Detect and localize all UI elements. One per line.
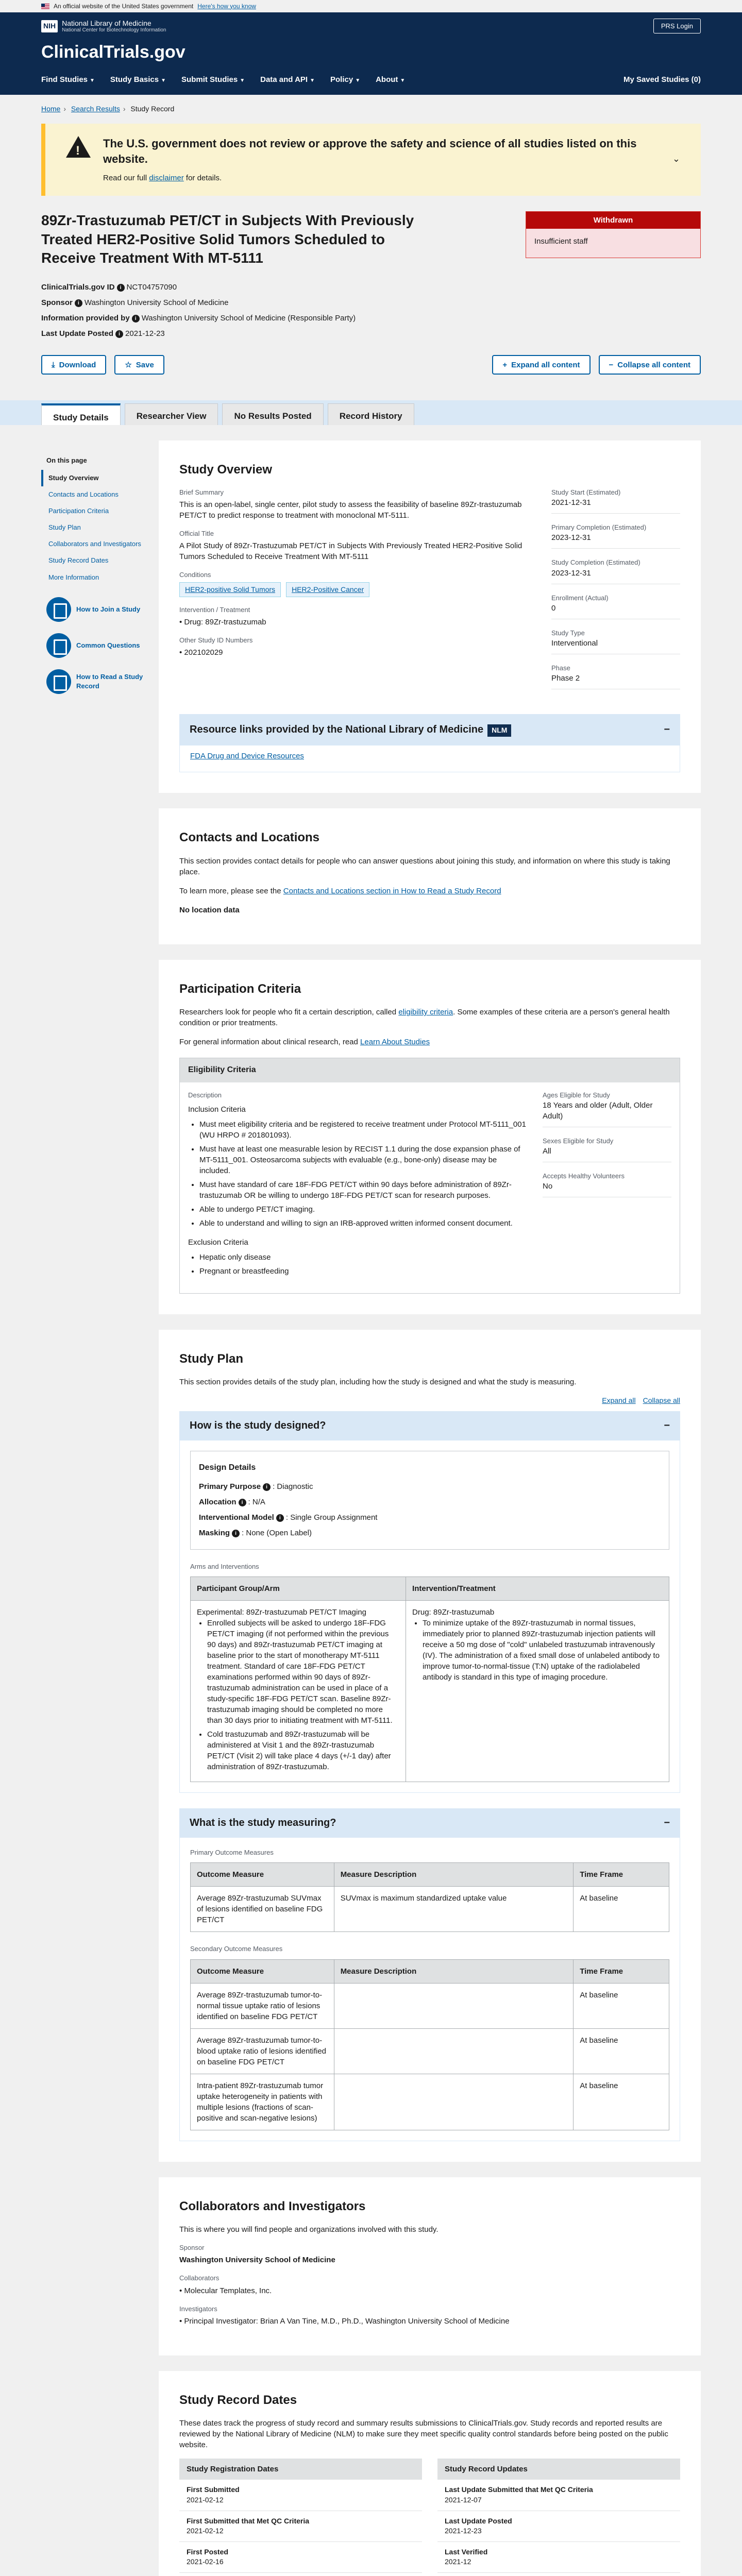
inclusion-list	[199, 1119, 527, 1229]
study-id: NCT04757090	[126, 283, 177, 292]
resource-links-header[interactable]: Resource links provided by the National Library of Medicine NLM −	[179, 714, 680, 745]
nih-logo: NIH	[41, 20, 58, 32]
collaborators-section	[159, 2177, 701, 2355]
minus-icon: −	[664, 1420, 670, 1432]
record-dates-section	[159, 2371, 701, 2576]
intervention-label: Intervention / Treatment	[179, 606, 250, 614]
saved-studies-link[interactable]: My Saved Studies (0)	[623, 75, 701, 84]
table-header: Time Frame	[574, 1863, 669, 1887]
nav-data-api[interactable]: Data and API ▼	[260, 75, 315, 84]
list-item: • Must meet eligibility criteria and be registered to receive treatment under Protocol MT-5111_001 (WU HRPO # 201801093).	[199, 1119, 527, 1141]
tabs-bar	[0, 400, 742, 425]
criteria-intro: Researchers look for people who fit a certain description, called eligibility criteria. Some examples of these criteria are a person's general health condition or prior treatments.	[179, 1008, 670, 1028]
list-item: • Able to understand and willing to sign an IRB-approved written informed consent document.	[199, 1218, 527, 1229]
collab-sponsor-label: Sponsor	[179, 2244, 205, 2252]
primary-completion-value: 2023-12-31	[551, 532, 680, 549]
nav-study-basics[interactable]: Study Basics ▼	[110, 75, 166, 84]
study-type-value: Interventional	[551, 638, 680, 654]
table-header: Participant Group/Arm	[191, 1577, 406, 1601]
table-row	[191, 1601, 669, 1782]
site-header	[0, 12, 742, 95]
criteria-general: For general information about clinical research, read Learn About Studies	[179, 1038, 430, 1047]
nlm-badge: NLM	[487, 724, 511, 737]
conditions-label: Conditions	[179, 571, 211, 579]
list-item: • To minimize uptake of the 89Zr-trastuzumab in normal tissues, immediately prior to planned 89Zr-trastuzumab injection patients will receive a 50 mg dose of "cold" unlabeled trastuzumab intravenously (IV). The administration of a fixed small dose of unlabeled antibody to improve tumor-to-normal-tissue (T:N) uptake of the radiolabeled antibody is standard in this type of imaging procedure.	[423, 1618, 663, 1683]
bookmark-icon: ☆	[125, 361, 132, 370]
secondary-outcome-label: Secondary Outcome Measures	[190, 1945, 283, 1953]
arms-table	[190, 1577, 669, 1782]
prs-login-button[interactable]: PRS Login	[653, 19, 701, 33]
phase-value: Phase 2	[551, 673, 680, 689]
chevron-down-icon: ▼	[161, 78, 166, 83]
help-join-study[interactable]: How to Join a Study	[46, 597, 143, 622]
save-button[interactable]: ☆ Save	[114, 355, 164, 375]
design-row: Interventional Model i : Single Group Assignment	[199, 1513, 378, 1522]
eligibility-box	[179, 1058, 680, 1294]
gov-banner-link[interactable]: Here's how you know	[197, 2, 256, 10]
section-title: Contacts and Locations	[179, 831, 320, 845]
expand-all-link[interactable]: Expand all	[602, 1396, 636, 1405]
withdrawn-reason: Insufficient staff	[526, 229, 700, 258]
info-icon[interactable]: i	[115, 330, 123, 338]
section-title: Study Overview	[179, 463, 273, 477]
minus-icon: −	[664, 1817, 670, 1829]
warning-icon	[66, 136, 91, 159]
eligibility-link[interactable]: eligibility criteria	[398, 1008, 453, 1017]
info-icon: i	[263, 1483, 271, 1491]
other-ids-label: Other Study ID Numbers	[179, 636, 253, 645]
investigators-value: • Principal Investigator: Brian A Van Tine, M.D., Ph.D., Washington University School of Medicine	[179, 2316, 510, 2326]
design-row: Primary Purpose i : Diagnostic	[199, 1482, 313, 1492]
arm-title: Experimental: 89Zr-trastuzumab PET/CT Imaging	[197, 1608, 367, 1617]
study-title: 89Zr-Trastuzumab PET/CT in Subjects With Previously Treated HER2-Positive Solid Tumors Scheduled to Receive Treatment With MT-5111	[41, 212, 414, 266]
contacts-learn-link[interactable]: Contacts and Locations section in How to Read a Study Record	[283, 886, 501, 895]
contacts-learn-more: To learn more, please see the Contacts and Locations section in How to Read a Study Record	[179, 886, 501, 895]
minus-icon: −	[609, 360, 614, 369]
exclusion-label: Exclusion Criteria	[188, 1238, 248, 1247]
disclaimer-text: Read our full disclaimer for details.	[103, 174, 222, 183]
list-item: • Must have at least one measurable lesion by RECIST 1.1 during the dose expansion phase of MT-5111_001. Osteosarcoma subjects with evaluable (e.g., bone-only) disease may be included.	[199, 1144, 527, 1176]
primary-outcome-label: Primary Outcome Measures	[190, 1849, 274, 1857]
info-provided-value: Washington University School of Medicine (Responsible Party)	[141, 314, 356, 323]
list-item: • Enrolled subjects will be asked to undergo 18F-FDG PET/CT imaging (if not performed within the previous 90 days) and 89Zr-trastuzumab PET/CT imaging at baseline prior to the start of monotherapy MT-5111 treatment. Standard of care 18F-FDG PET/CT examinations performed within 90 days of 89Zr-trastuzumab administration can be used in place of a study-specific 18F-FDG PET/CT scan. Baseline 89Zr-trastuzumab imaging should be completed no more than 30 days prior to initiating treatment with MT-5111.	[207, 1618, 399, 1726]
chevron-down-icon[interactable]: ⌄	[672, 153, 680, 164]
study-overview-section	[159, 440, 701, 793]
sponsor-value: Washington University School of Medicine	[84, 298, 229, 308]
design-row: Allocation i : N/A	[199, 1498, 265, 1507]
resource-links-accordion	[179, 714, 680, 772]
collaborators-label: Collaborators	[179, 2274, 220, 2282]
condition-chip[interactable]: HER2-positive Solid Tumors	[179, 582, 281, 598]
tab-study-details[interactable]: Study Details	[41, 403, 121, 425]
us-flag-icon	[41, 4, 49, 9]
status-badge	[526, 211, 701, 258]
list-item: • Must have standard of care 18F-FDG PET/CT within 90 days before administration of 89Zr-trastuzumab OR be willing to undergo 18F-FDG PET/CT scan for research purposes.	[199, 1179, 527, 1201]
disclaimer-link[interactable]: disclaimer	[149, 174, 184, 183]
contacts-intro: This section provides contact details for people who can answer questions about joining this study, and information on where this study is taking place.	[179, 856, 670, 876]
measure-header[interactable]: What is the study measuring? −	[179, 1808, 680, 1837]
chevron-down-icon: ▼	[400, 78, 406, 83]
gov-banner	[0, 0, 742, 12]
table-row: Intra-patient 89Zr-trastuzumab tumor uptake heterogeneity in patients with multiple lesions (fractions of scan-positive and scan-negative lesions) At baseline	[191, 2074, 669, 2130]
registration-dates: Study Registration Dates First Submitted 2021-02-12 First Submitted that Met QC Criteria 2021-02-12 First Posted 2021-02-16	[179, 2459, 422, 2573]
table-row: Average 89Zr-trastuzumab SUVmax of lesions identified on baseline FDG PET/CT SUVmax is maximum standardized uptake value At baseline	[191, 1887, 669, 1932]
plus-icon: +	[502, 360, 508, 369]
breadcrumb-home[interactable]: Home	[41, 105, 61, 113]
info-icon: i	[239, 1499, 246, 1506]
collab-sponsor: Washington University School of Medicine	[179, 2256, 335, 2265]
chevron-down-icon: ▼	[90, 78, 95, 83]
phase-label: Phase	[551, 664, 570, 672]
main-content	[159, 440, 701, 2576]
ages-label: Ages Eligible for Study	[543, 1091, 610, 1099]
design-accordion	[179, 1411, 680, 1793]
fda-resources-link[interactable]: FDA Drug and Device Resources	[190, 752, 304, 761]
brief-summary: This is an open-label, single center, pilot study to assess the feasibility of baseline 89Zr-trastuzumab PET/CT to predict response to treatment with monoclonal MT-5111.	[179, 500, 522, 520]
study-start-value: 2021-12-31	[551, 497, 680, 514]
study-id-label: ClinicalTrials.gov ID	[41, 283, 115, 292]
no-location-text: No location data	[179, 905, 240, 914]
plan-intro: This section provides details of the study plan, including how the study is designed and what the study is measuring.	[179, 1378, 577, 1387]
site-title[interactable]: ClinicalTrials.gov	[41, 42, 185, 62]
book-icon	[46, 669, 71, 694]
study-completion-value: 2023-12-31	[551, 568, 680, 584]
study-meta	[41, 280, 701, 342]
info-icon: i	[232, 1530, 240, 1537]
sidebar-item-overview[interactable]: Study Overview	[41, 470, 148, 486]
nlm-name: National Library of Medicine	[62, 19, 151, 27]
withdrawn-title: Withdrawn	[526, 212, 700, 229]
brief-summary-label: Brief Summary	[179, 488, 224, 496]
info-icon[interactable]: i	[75, 299, 82, 307]
sidebar-item-collaborators[interactable]: Collaborators and Investigators	[48, 540, 141, 548]
section-title: Study Record Dates	[179, 2393, 297, 2407]
inclusion-label: Inclusion Criteria	[188, 1105, 246, 1114]
expand-all-button[interactable]: + Expand all content	[492, 355, 590, 375]
nav-about[interactable]: About ▼	[376, 75, 406, 84]
sponsor-label: Sponsor	[41, 298, 73, 308]
table-header: Outcome Measure	[191, 1863, 334, 1887]
registration-dates-title: Study Registration Dates	[179, 2459, 422, 2480]
investigators-label: Investigators	[179, 2304, 217, 2313]
healthy-volunteers-value: No	[543, 1181, 671, 1197]
nlm-logo[interactable]	[41, 20, 166, 33]
list-item: • Pregnant or breastfeeding	[199, 1266, 527, 1277]
collapse-all-link[interactable]: Collapse all	[643, 1396, 680, 1405]
chevron-down-icon: ▼	[240, 78, 245, 83]
download-icon: ⤓	[52, 360, 55, 369]
design-details	[190, 1451, 669, 1550]
nlm-subtitle: National Center for Biotechnology Information	[62, 27, 166, 33]
chevron-down-icon: ▼	[355, 78, 361, 83]
main-nav	[41, 74, 405, 85]
criteria-section	[159, 960, 701, 1314]
sidebar-item-criteria[interactable]: Participation Criteria	[48, 506, 109, 515]
study-plan-section	[159, 1330, 701, 2162]
learn-about-studies-link[interactable]: Learn About Studies	[360, 1038, 430, 1047]
study-start-label: Study Start (Estimated)	[551, 488, 621, 496]
collab-intro: This is where you will find people and organizations involved with this study.	[179, 2225, 439, 2234]
tab-record-history[interactable]: Record History	[328, 403, 414, 425]
info-icon[interactable]: i	[132, 315, 140, 323]
last-update-label: Last Update Posted	[41, 329, 114, 338]
sidebar-item-dates[interactable]: Study Record Dates	[48, 556, 109, 565]
table-header: Measure Description	[334, 1863, 574, 1887]
side-nav-heading: On this page	[46, 456, 87, 465]
intervention-title: Drug: 89Zr-trastuzumab	[412, 1608, 495, 1617]
breadcrumb-current: Study Record	[130, 105, 175, 113]
tab-researcher-view[interactable]: Researcher View	[125, 403, 218, 425]
sexes-value: All	[543, 1146, 671, 1162]
eligibility-title: Eligibility Criteria	[180, 1058, 680, 1082]
dates-intro: These dates track the progress of study record and summary results submissions to ClinicalTrials.gov. Study records and reported results are reviewed by the National Library of Medicine (NLM) to make sure they meet specific quality control standards before being posted on the public website.	[179, 2419, 668, 2450]
list-item: • Cold trastuzumab and 89Zr-trastuzumab will be administered at Visit 1 and the 89Zr-trastuzumab PET/CT (Visit 2) will take place 4 days (+/-1 day) after administration of 89Zr-trastuzumab.	[207, 1729, 399, 1772]
table-row: Average 89Zr-trastuzumab tumor-to-blood uptake ratio of lesions identified on baseline FDG PET/CT At baseline	[191, 2028, 669, 2074]
breadcrumb-search-results[interactable]: Search Results	[71, 105, 120, 113]
primary-outcome-table	[190, 1862, 669, 1932]
list-item: • Hepatic only disease	[199, 1252, 527, 1263]
primary-completion-label: Primary Completion (Estimated)	[551, 523, 647, 532]
section-title: Participation Criteria	[179, 981, 301, 996]
info-icon: i	[276, 1514, 284, 1522]
tab-no-results[interactable]: No Results Posted	[222, 403, 323, 425]
section-title: Collaborators and Investigators	[179, 2199, 366, 2213]
side-nav	[41, 440, 148, 2576]
enrollment-value: 0	[551, 603, 680, 619]
section-title: Study Plan	[179, 1351, 244, 1366]
sexes-label: Sexes Eligible for Study	[543, 1137, 614, 1145]
other-ids-value: • 202102029	[179, 648, 223, 657]
sidebar-item-more-info[interactable]: More Information	[48, 573, 99, 581]
design-title: Design Details	[199, 1463, 256, 1472]
study-completion-label: Study Completion (Estimated)	[551, 558, 640, 567]
minus-icon: −	[664, 724, 670, 736]
contacts-section	[159, 808, 701, 944]
disclaimer-title: The U.S. government does not review or approve the safety and science of all studies listed on this website.	[103, 137, 637, 166]
disclaimer-banner	[41, 124, 701, 196]
ages-value: 18 Years and older (Adult, Older Adult)	[543, 1100, 671, 1127]
question-icon	[46, 633, 71, 658]
nav-policy[interactable]: Policy ▼	[330, 75, 361, 84]
list-item: • Able to undergo PET/CT imaging.	[199, 1204, 527, 1215]
breadcrumb: Home › Search Results › Study Record	[41, 105, 175, 113]
help-read-record[interactable]: How to Read a Study Record	[46, 669, 143, 694]
design-header[interactable]: How is the study designed? −	[179, 1411, 680, 1440]
record-updates: Study Record Updates Last Update Submitted that Met QC Criteria 2021-12-07 Last Update Posted 2021-12-23 Last Verified 2021-12	[437, 2459, 680, 2573]
document-icon	[46, 597, 71, 622]
study-header	[41, 196, 701, 385]
last-update-value: 2021-12-23	[125, 329, 165, 338]
sidebar-item-plan[interactable]: Study Plan	[48, 523, 81, 532]
nav-find-studies[interactable]: Find Studies ▼	[41, 75, 95, 84]
table-header: Measure Description	[334, 1959, 574, 1983]
secondary-outcome-table	[190, 1959, 669, 2130]
exclusion-list	[199, 1252, 527, 1277]
healthy-volunteers-label: Accepts Healthy Volunteers	[543, 1172, 625, 1180]
design-row: Masking i : None (Open Label)	[199, 1529, 312, 1538]
table-header: Intervention/Treatment	[406, 1577, 669, 1601]
table-header: Time Frame	[574, 1959, 669, 1983]
sidebar-item-contacts[interactable]: Contacts and Locations	[48, 490, 119, 498]
nav-submit-studies[interactable]: Submit Studies ▼	[181, 75, 245, 84]
record-updates-title: Study Record Updates	[437, 2459, 680, 2480]
gov-banner-text: An official website of the United States government	[54, 2, 194, 10]
intervention-value: • Drug: 89Zr-trastuzumab	[179, 618, 266, 627]
collaborators-value: • Molecular Templates, Inc.	[179, 2286, 272, 2295]
arms-label: Arms and Interventions	[190, 1563, 259, 1571]
table-row: Average 89Zr-trastuzumab tumor-to-normal tissue uptake ratio of lesions identified on baseline FDG PET/CT At baseline	[191, 1983, 669, 2028]
info-icon[interactable]: i	[117, 284, 125, 292]
download-button[interactable]: ⤓ Download	[41, 355, 106, 375]
condition-chip[interactable]: HER2-Positive Cancer	[286, 582, 369, 598]
description-label: Description	[188, 1091, 222, 1099]
enrollment-label: Enrollment (Actual)	[551, 594, 609, 602]
collapse-all-button[interactable]: − Collapse all content	[599, 355, 701, 375]
table-header: Outcome Measure	[191, 1959, 334, 1983]
chevron-down-icon: ▼	[310, 78, 315, 83]
info-provided-label: Information provided by	[41, 314, 130, 323]
measure-accordion	[179, 1808, 680, 2141]
study-type-label: Study Type	[551, 629, 585, 637]
help-common-questions[interactable]: Common Questions	[46, 633, 143, 658]
official-title-label: Official Title	[179, 530, 214, 538]
official-title: A Pilot Study of 89Zr-Trastuzumab PET/CT in Subjects With Previously Treated HER2-Positive Solid Tumors Scheduled to Receive Treatment With MT-5111	[179, 541, 522, 562]
